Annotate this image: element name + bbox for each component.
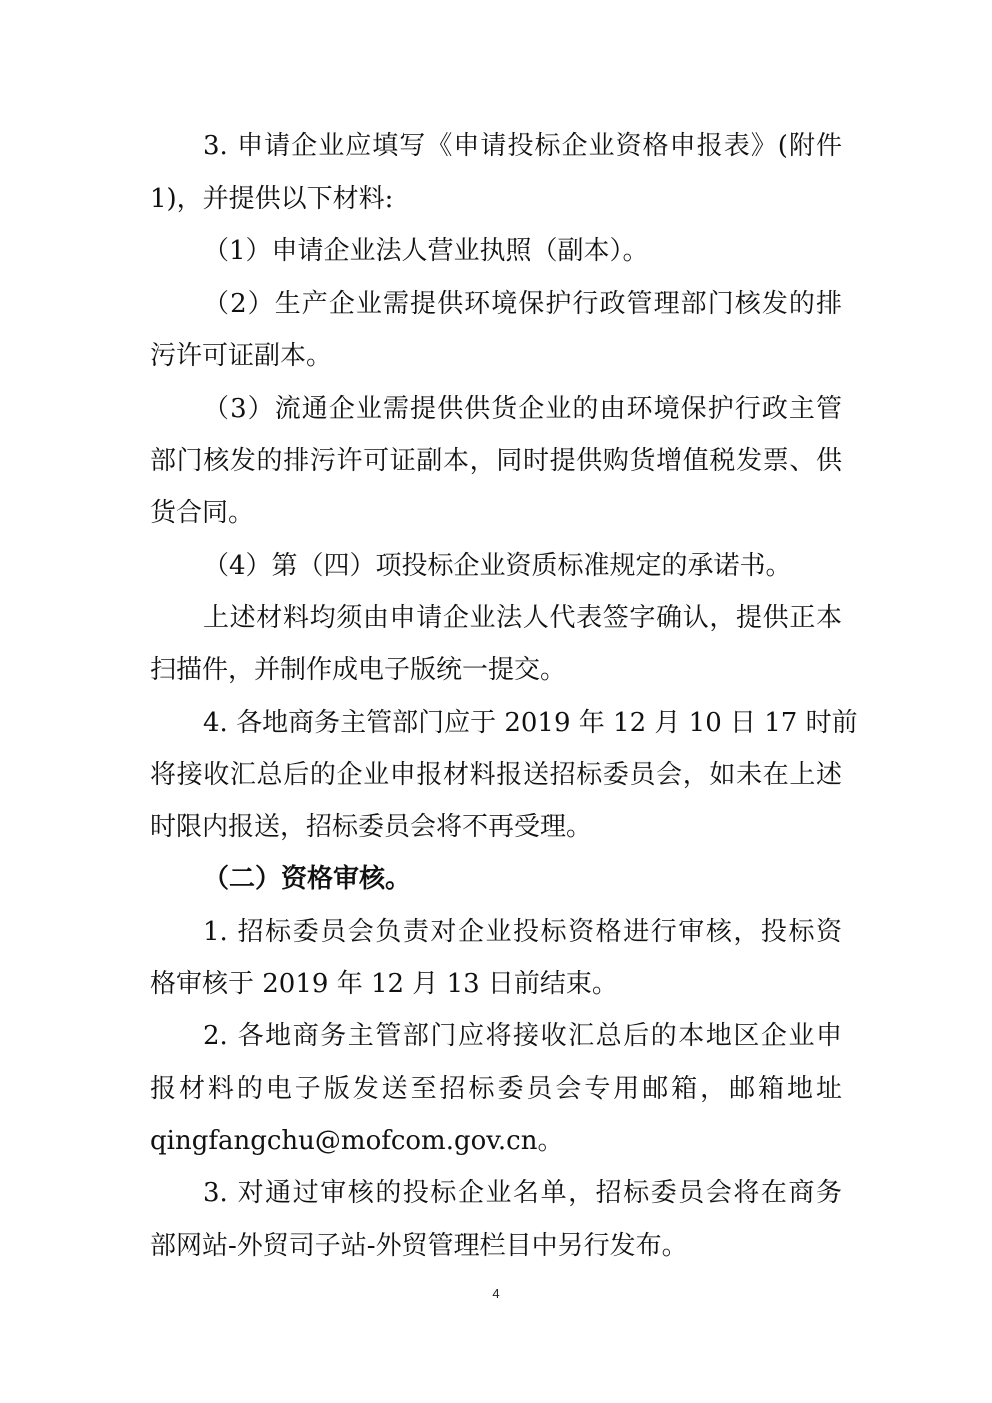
paragraph-line: （4）第（四）项投标企业资质标准规定的承诺书。 xyxy=(203,551,792,581)
paragraph-line: 污许可证副本。 xyxy=(150,341,333,371)
paragraph-line: （3）流通企业需提供供货企业的由环境保护行政主管 xyxy=(203,394,842,424)
paragraph-line: （2）生产企业需提供环境保护行政管理部门核发的排 xyxy=(203,289,842,319)
paragraph-line: 报材料的电子版发送至招标委员会专用邮箱，邮箱地址 xyxy=(150,1074,842,1104)
paragraph-line: 格审核于 2019 年 12 月 13 日前结束。 xyxy=(150,969,618,999)
paragraph-line: 上述材料均须由申请企业法人代表签字确认，提供正本 xyxy=(203,603,842,633)
paragraph-line: 部门核发的排污许可证副本，同时提供购货增值税发票、供 xyxy=(150,446,842,476)
paragraph-line: 时限内报送，招标委员会将不再受理。 xyxy=(150,812,593,842)
page-number: 4 xyxy=(492,1286,500,1301)
paragraph-line: （1）申请企业法人营业执照（副本）。 xyxy=(203,236,649,266)
paragraph-line: 3. 申请企业应填写《申请投标企业资格申报表》(附件 xyxy=(203,131,842,161)
paragraph-line: 1. 招标委员会负责对企业投标资格进行审核，投标资 xyxy=(203,917,842,947)
paragraph-line: 将接收汇总后的企业申报材料报送招标委员会，如未在上述 xyxy=(150,760,842,790)
paragraph-line: 部网站-外贸司子站-外贸管理栏目中另行发布。 xyxy=(150,1231,688,1261)
section-heading: （二）资格审核。 xyxy=(203,864,412,894)
paragraph-line: 货合同。 xyxy=(150,498,255,528)
email-address: qingfangchu@mofcom.gov.cn。 xyxy=(150,1126,564,1156)
paragraph-line: 3. 对通过审核的投标企业名单，招标委员会将在商务 xyxy=(203,1178,842,1208)
paragraph-line: 4. 各地商务主管部门应于 2019 年 12 月 10 日 17 时前 xyxy=(203,708,858,738)
paragraph-line: 2. 各地商务主管部门应将接收汇总后的本地区企业申 xyxy=(203,1021,842,1051)
paragraph-line: 1)，并提供以下材料: xyxy=(150,184,394,214)
paragraph-line: 扫描件，并制作成电子版统一提交。 xyxy=(150,655,567,685)
